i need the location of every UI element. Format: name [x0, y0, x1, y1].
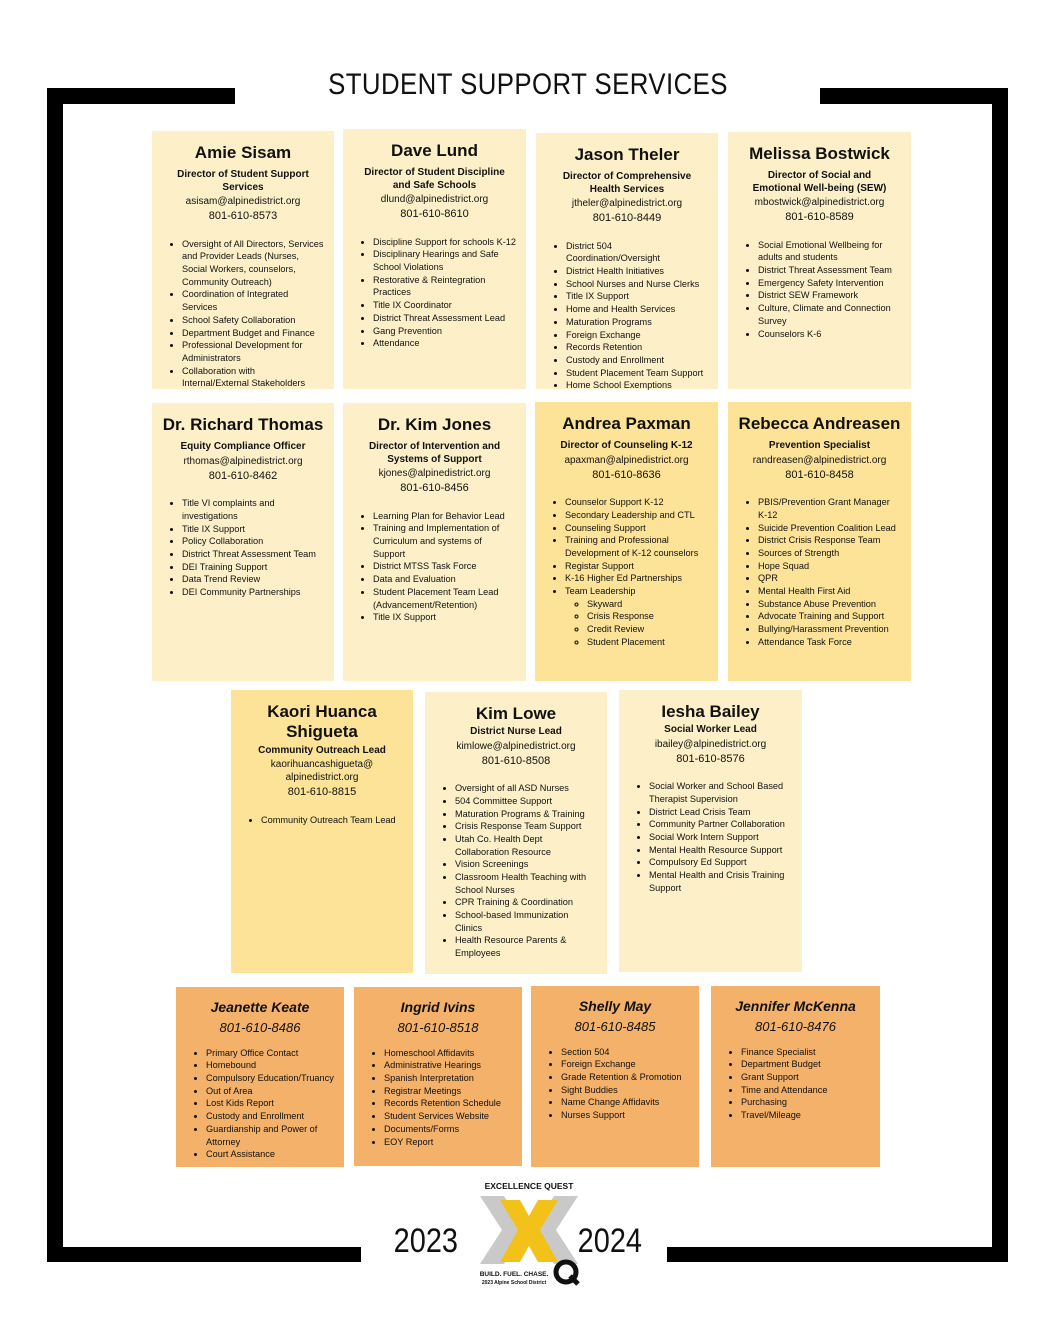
frame-bottom-left [47, 1247, 361, 1262]
list-item: • School-based Immunization Clinics [455, 909, 597, 934]
card-amie-sisam [152, 131, 334, 389]
excellence-quest-logo [470, 1180, 588, 1292]
sub-list-item: ◦ Student Placement [587, 636, 708, 649]
list-item: • Title VI complaints and investigations [182, 497, 324, 522]
logo-subline: 2023 Alpine School District [481, 1280, 547, 1286]
card-role: Director of Social and Emotional Well-being (SEW) [752, 170, 887, 194]
list-item: • Data and Evaluation [373, 573, 516, 586]
card-email[interactable]: kimlowe@alpinedistrict.org [456, 740, 576, 752]
frame-bottom-right [667, 1247, 1008, 1262]
list-item: • Home School Exemptions [566, 379, 708, 392]
card-dave-lund [343, 129, 526, 389]
list-item: • Spanish Interpretation [384, 1072, 512, 1085]
list-item: • Foreign Exchange [566, 329, 708, 342]
list-item: • Gang Prevention [373, 325, 516, 338]
list-item: • Professional Development for Administrators [182, 339, 324, 364]
card-role: Director of Counseling K-12 [560, 440, 693, 452]
card-role: Community Outreach Lead [258, 744, 386, 756]
list-item: • Guardianship and Power of Attorney [206, 1123, 334, 1148]
list-item: • Community Outreach Team Lead [261, 814, 403, 827]
frame-right [992, 88, 1008, 1262]
card-name: Andrea Paxman [562, 414, 691, 433]
list-item: • Discipline Support for schools K-12 [373, 236, 516, 249]
list-item: • Grant Support [741, 1071, 870, 1084]
list-item: • District Health Initiatives [566, 265, 708, 278]
list-item: • Section 504 [561, 1046, 689, 1059]
card-kim-lowe [425, 692, 607, 974]
responsibility-list [353, 510, 516, 624]
list-item: • Utah Co. Health Dept Collaboration Resource [455, 833, 597, 858]
list-item: • Mental Health and Crisis Training Support [649, 869, 792, 894]
list-item: • Title IX Support [373, 611, 516, 624]
card-phone: 801-610-8458 [785, 468, 854, 481]
list-item: • Registar Support [565, 560, 708, 573]
list-item: • Grade Retention & Promotion [561, 1071, 689, 1084]
list-item: • Nurses Support [561, 1109, 689, 1122]
list-item: • Custody and Enrollment [206, 1110, 334, 1123]
list-item: • K-16 Higher Ed Partnerships [565, 572, 708, 585]
card-phone: 801-610-8486 [219, 1019, 301, 1035]
card-role: Director of Student Discipline and Safe Schools [364, 167, 505, 191]
list-item: • Learning Plan for Behavior Lead [373, 510, 516, 523]
card-phone: 801-610-8636 [592, 468, 661, 481]
list-item: • Suicide Prevention Coalition Lead [758, 522, 901, 535]
list-item: • Student Services Website [384, 1110, 512, 1123]
card-name: Iesha Bailey [661, 702, 760, 721]
list-item: • Title IX Coordinator [373, 299, 516, 312]
list-item: • Sight Buddies [561, 1084, 689, 1097]
list-item: • Student Placement Team Lead (Advancement/Retention) [373, 586, 516, 611]
card-name: Jason Theler [574, 145, 680, 164]
responsibility-list [435, 782, 597, 960]
card-role: Director of Intervention and Systems of Support [368, 441, 501, 465]
card-kim-jones [343, 403, 526, 681]
list-item: • EOY Report [384, 1136, 512, 1149]
card-email[interactable]: rthomas@alpinedistrict.org [183, 455, 303, 467]
card-name: Dr. Richard Thomas [162, 415, 324, 434]
list-item: • Out of Area [206, 1085, 334, 1098]
card-jennifer-mckenna [711, 986, 880, 1167]
list-item: • District 504 Coordination/Oversight [566, 240, 708, 265]
card-email[interactable]: mbostwick@alpinedistrict.org [754, 197, 885, 209]
card-name: Shelly May [578, 998, 652, 1014]
list-item: • Secondary Leadership and CTL [565, 509, 708, 522]
card-email[interactable]: asisam@alpinedistrict.org [185, 196, 301, 208]
list-item: • Oversight of All Directors, Services and Provider Leads (Nurses, Social Workers, counselors, Community Outreach) [182, 238, 324, 289]
card-phone: 801-610-8815 [287, 786, 357, 799]
responsibility-list [738, 239, 901, 341]
list-item: • Bullying/Harassment Prevention [758, 623, 901, 636]
list-item: • Community Partner Collaboration [649, 818, 792, 831]
list-item: • Foreign Exchange [561, 1058, 689, 1071]
list-item: • Primary Office Contact [206, 1047, 334, 1060]
card-richard-thomas [152, 403, 334, 681]
list-item: • Data Trend Review [182, 573, 324, 586]
list-item [565, 585, 708, 648]
list-item: • District Crisis Response Team [758, 534, 901, 547]
list-item: • Custody and Enrollment [566, 354, 708, 367]
year-start: 2023 [393, 1222, 458, 1260]
card-phone: 801-610-8456 [400, 482, 469, 495]
list-item: • Documents/Forms [384, 1123, 512, 1136]
list-item: • Maturation Programs [566, 316, 708, 329]
list-item: • School Safety Collaboration [182, 314, 324, 327]
card-name: Kaori Huanca Shigueta [267, 702, 377, 742]
card-phone: 801-610-8573 [208, 210, 278, 223]
list-item: • Travel/Mileage [741, 1109, 870, 1122]
list-item: • Lost Kids Report [206, 1097, 334, 1110]
card-phone: 801-610-8576 [676, 752, 745, 765]
list-item: • QPR [758, 572, 901, 585]
list-item: • DEI Training Support [182, 561, 324, 574]
list-item: • Collaboration with Internal/External Stakeholders [182, 365, 324, 390]
card-jeanette-keate [176, 987, 344, 1167]
responsibility-list [721, 1046, 870, 1122]
card-phone: 801-610-8462 [208, 469, 278, 482]
card-jason-theler [536, 133, 718, 389]
card-phone: 801-610-8508 [481, 754, 551, 767]
card-phone: 801-610-8449 [592, 212, 662, 225]
card-role: District Nurse Lead [470, 726, 562, 738]
year-end: 2024 [577, 1222, 642, 1260]
list-item: • Department Budget [741, 1058, 870, 1071]
list-item: • Homeschool Affidavits [384, 1047, 512, 1060]
list-item: • Mental Health First Aid [758, 585, 901, 598]
list-item: • Counselor Support K-12 [565, 496, 708, 509]
list-item: • Counselors K-6 [758, 328, 901, 341]
list-item: • Administrative Hearings [384, 1059, 512, 1072]
card-shelly-may [531, 986, 699, 1167]
card-phone: 801-610-8476 [755, 1018, 836, 1034]
list-item: • Training and Professional Development of K-12 counselors [565, 534, 708, 559]
list-item: • Health Resource Parents & Employees [455, 934, 597, 959]
list-item: • Student Placement Team Support [566, 367, 708, 380]
card-name: Rebecca Andreasen [738, 414, 901, 433]
responsibility-list [162, 497, 324, 599]
list-item: • Mental Health Resource Support [649, 844, 792, 857]
responsibility-list [162, 238, 324, 390]
card-name: Melissa Bostwick [749, 144, 890, 163]
card-email[interactable]: jtheler@alpinedistrict.org [571, 198, 683, 210]
card-name: Amie Sisam [194, 143, 292, 162]
responsibility-list [629, 780, 792, 894]
card-role: Director of Comprehensive Health Services [562, 171, 692, 195]
list-item: • Compulsory Ed Support [649, 856, 792, 869]
card-phone: 801-610-8485 [574, 1018, 656, 1034]
list-item: • Attendance Task Force [758, 636, 901, 649]
list-item: • Oversight of all ASD Nurses [455, 782, 597, 795]
list-item: • Policy Collaboration [182, 535, 324, 548]
list-item: • Substance Abuse Prevention [758, 598, 901, 611]
card-name: Dr. Kim Jones [377, 415, 492, 434]
list-item: • Purchasing [741, 1096, 870, 1109]
sub-list-item: ◦ Crisis Response [587, 610, 708, 623]
list-item: • Social Work Intern Support [649, 831, 792, 844]
card-role: Prevention Specialist [768, 440, 871, 452]
list-item: • Department Budget and Finance [182, 327, 324, 340]
list-item: • Social Worker and School Based Therapist Supervision [649, 780, 792, 805]
list-item: • Name Change Affidavits [561, 1096, 689, 1109]
list-item: • Culture, Climate and Connection Survey [758, 302, 901, 327]
list-item: • District Threat Assessment Team [182, 548, 324, 561]
list-item: • Vision Screenings [455, 858, 597, 871]
responsibility-list [545, 496, 708, 648]
list-item: • Disciplinary Hearings and Safe School Violations [373, 248, 516, 273]
logo-top-text: EXCELLENCE QUEST [484, 1181, 574, 1191]
list-item: • DEI Community Partnerships [182, 586, 324, 599]
list-item: • Home and Health Services [566, 303, 708, 316]
sub-list-item: ◦ Skyward [587, 598, 708, 611]
page-title: STUDENT SUPPORT SERVICES [328, 68, 728, 101]
sub-list-item: ◦ Credit Review [587, 623, 708, 636]
list-item: • Records Retention [566, 341, 708, 354]
list-item: • Restorative & Reintegration Practices [373, 274, 516, 299]
card-email[interactable]: randreasen@alpinedistrict.org [752, 454, 887, 466]
card-phone: 801-610-8610 [400, 208, 469, 221]
list-item: • Title IX Support [182, 523, 324, 536]
list-item: • Hope Squad [758, 560, 901, 573]
card-andrea-paxman [535, 402, 718, 681]
logo-tagline: BUILD. FUEL. CHASE. [479, 1271, 549, 1278]
card-role: Equity Compliance Officer [180, 441, 306, 453]
list-item: • Counseling Support [565, 522, 708, 535]
list-item: • 504 Committee Support [455, 795, 597, 808]
responsibility-list [546, 240, 708, 392]
card-email[interactable]: kaorihuancashigueta@ alpinedistrict.org [270, 759, 374, 784]
list-item: • Court Assistance [206, 1148, 334, 1161]
list-item: • Social Emotional Wellbeing for adults and students [758, 239, 901, 264]
card-rebecca-andreasen [728, 402, 911, 681]
frame-left [47, 88, 63, 1262]
card-phone: 801-610-8589 [785, 211, 854, 224]
card-ingrid-ivins [354, 987, 522, 1166]
card-email[interactable]: dlund@alpinedistrict.org [380, 194, 489, 206]
card-iesha-bailey [619, 690, 802, 972]
card-email[interactable]: apaxman@alpinedistrict.org [564, 454, 689, 466]
list-item: • District Threat Assessment Team [758, 264, 901, 277]
card-phone: 801-610-8518 [397, 1019, 479, 1035]
card-name: Jennifer McKenna [735, 998, 856, 1014]
list-item: • Registrar Meetings [384, 1085, 512, 1098]
responsibility-list [738, 496, 901, 648]
list-item: • Emergency Safety Intervention [758, 277, 901, 290]
list-item: • Maturation Programs & Training [455, 808, 597, 821]
list-item: • Training and Implementation of Curriculum and systems of Support [373, 522, 516, 560]
list-item: • Attendance [373, 337, 516, 350]
card-name: Dave Lund [391, 141, 478, 160]
card-name: Kim Lowe [475, 704, 557, 723]
card-kaori-huanca-shigueta [231, 690, 413, 973]
list-item: • District MTSS Task Force [373, 560, 516, 573]
list-item: • Time and Attendance [741, 1084, 870, 1097]
responsibility-list [364, 1047, 512, 1149]
list-item: • Coordination of Integrated Services [182, 288, 324, 313]
list-item: • PBIS/Prevention Grant Manager K-12 [758, 496, 901, 521]
responsibility-list [541, 1046, 689, 1122]
list-item: • Homebound [206, 1059, 334, 1072]
list-item: • District Threat Assessment Lead [373, 312, 516, 325]
list-item: • CPR Training & Coordination [455, 896, 597, 909]
card-name: Ingrid Ivins [400, 999, 476, 1015]
list-item: • Title IX Support [566, 290, 708, 303]
list-item: • School Nurses and Nurse Clerks [566, 278, 708, 291]
card-name: Jeanette Keate [210, 999, 310, 1015]
responsibility-list [186, 1047, 334, 1161]
list-item: • Sources of Strength [758, 547, 901, 560]
list-item: • Classroom Health Teaching with School Nurses [455, 871, 597, 896]
responsibility-list [353, 236, 516, 350]
list-item: • Records Retention Schedule [384, 1097, 512, 1110]
card-role: Director of Student Support Services [177, 169, 309, 193]
responsibility-list [241, 814, 403, 827]
card-email[interactable]: ibailey@alpinedistrict.org [654, 738, 767, 750]
list-item: • Advocate Training and Support [758, 610, 901, 623]
sub-list [565, 598, 708, 649]
card-email[interactable]: kjones@alpinedistrict.org [378, 468, 491, 480]
list-item: • District Lead Crisis Team [649, 806, 792, 819]
card-role: Social Worker Lead [664, 724, 757, 736]
list-item: • Compulsory Education/Truancy [206, 1072, 334, 1085]
list-item: • Crisis Response Team Support [455, 820, 597, 833]
list-item: • Finance Specialist [741, 1046, 870, 1059]
list-item: • District SEW Framework [758, 289, 901, 302]
list-item-label: Team Leadership [565, 586, 636, 596]
card-melissa-bostwick [728, 132, 911, 389]
